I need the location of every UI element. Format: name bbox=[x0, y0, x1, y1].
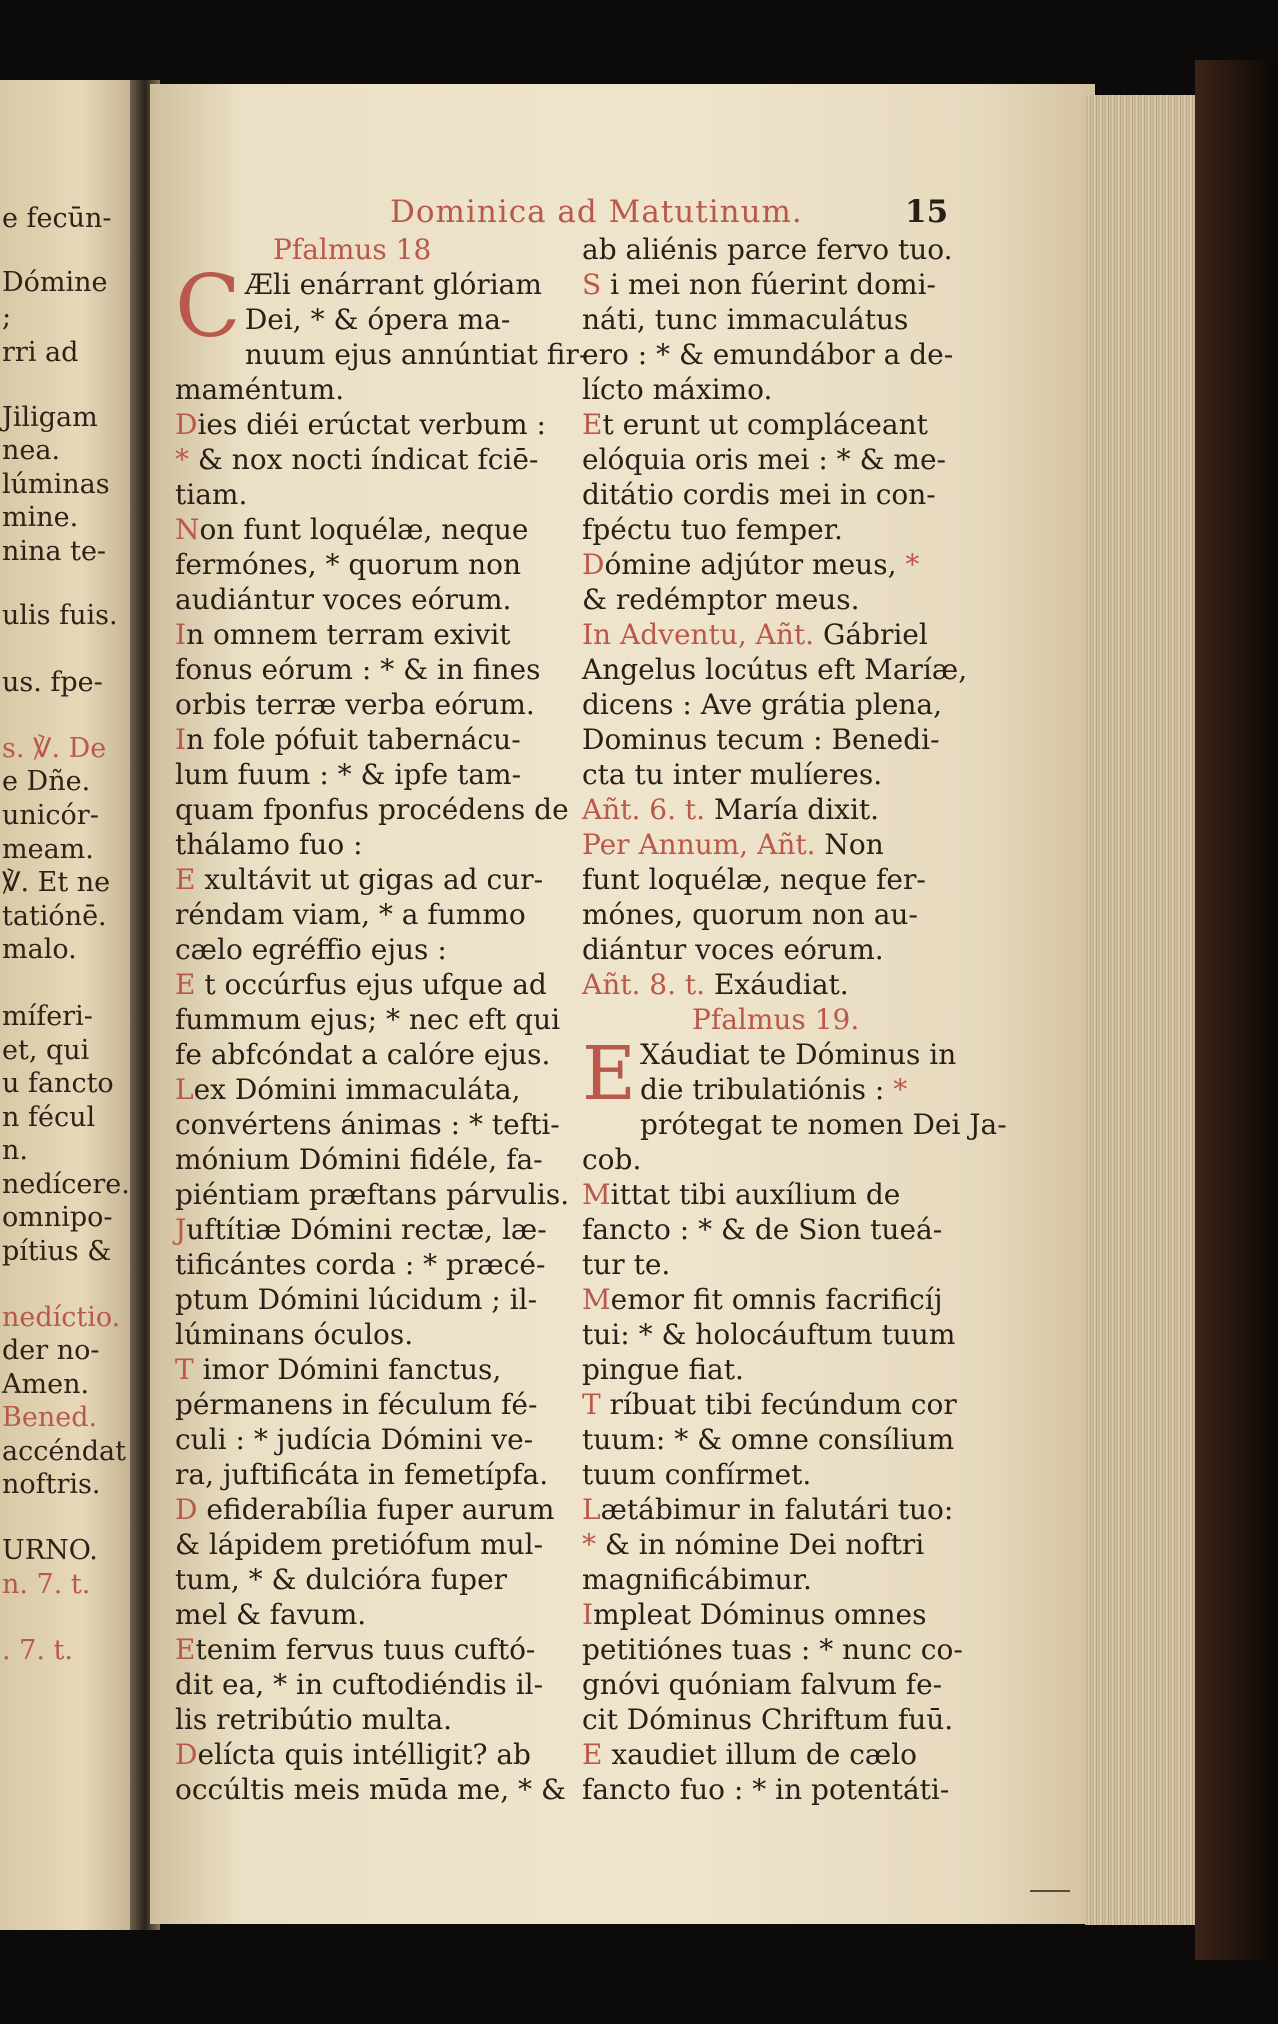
rubric-text: D bbox=[175, 1493, 198, 1526]
line-text: tiam. bbox=[175, 478, 248, 511]
text-line bbox=[582, 302, 1002, 337]
text-line bbox=[582, 582, 1002, 617]
left-page-line: URNO. bbox=[2, 1535, 98, 1566]
line-text: t occúrfus ejus ufque ad bbox=[195, 968, 547, 1001]
line-text: ittat tibi auxílium de bbox=[610, 1178, 901, 1211]
text-line bbox=[582, 1457, 1002, 1492]
text-line bbox=[582, 1422, 1002, 1457]
left-page-line: Bened. bbox=[2, 1402, 98, 1433]
line-text: Angelus locútus eft Maríæ, bbox=[582, 653, 968, 686]
line-text: n omnem terram exivit bbox=[186, 618, 511, 651]
left-page-line: Jiligam bbox=[2, 402, 98, 433]
rubric-text: L bbox=[582, 1493, 601, 1526]
text-line bbox=[175, 442, 570, 477]
line-text: & lápidem pretiófum mul- bbox=[175, 1528, 544, 1561]
line-text: fancto : * & de Sion tueá- bbox=[582, 1213, 943, 1246]
text-line bbox=[175, 897, 570, 932]
line-text: magnificábimur. bbox=[582, 1563, 812, 1596]
text-line bbox=[175, 1457, 570, 1492]
text-line bbox=[175, 1527, 570, 1562]
rubric-text: * bbox=[175, 443, 198, 476]
page-number: 15 bbox=[905, 194, 949, 230]
left-page-line: n. 7. t. bbox=[2, 1569, 91, 1600]
line-text: náti, tunc immaculátus bbox=[582, 303, 909, 336]
text-line bbox=[175, 407, 570, 442]
text-line bbox=[582, 1597, 1002, 1632]
text-line bbox=[175, 1002, 570, 1037]
rubric-text: Pfalmus 18 bbox=[273, 233, 432, 266]
text-line bbox=[175, 1562, 570, 1597]
line-text: lis retribútio multa. bbox=[175, 1703, 453, 1736]
text-line bbox=[175, 232, 570, 267]
rubric-text: D bbox=[175, 408, 198, 441]
line-text: xultávit ut gigas ad cur- bbox=[195, 863, 544, 896]
line-text: tur te. bbox=[582, 1248, 671, 1281]
line-text: Dominus tecum : Benedi- bbox=[582, 723, 940, 756]
text-line bbox=[582, 897, 1002, 932]
text-line bbox=[175, 1667, 570, 1702]
rubric-text: * bbox=[893, 1073, 908, 1106]
text-line bbox=[582, 442, 1002, 477]
rubric-text: M bbox=[582, 1283, 611, 1316]
text-line bbox=[582, 1702, 1002, 1737]
left-page-line: rri ad bbox=[2, 337, 79, 368]
line-text: pérmanens in féculum fé- bbox=[175, 1388, 538, 1421]
rubric-text: T bbox=[175, 1353, 194, 1386]
line-text: Gábriel bbox=[822, 618, 928, 651]
text-line bbox=[175, 792, 570, 827]
line-text: ex Dómini immaculáta, bbox=[193, 1073, 521, 1106]
rubric-text: Per Annum, Añt. bbox=[582, 828, 825, 861]
line-text: María dixit. bbox=[713, 793, 880, 826]
line-text: maméntum. bbox=[175, 373, 345, 406]
line-text: funt loquélæ, neque fer- bbox=[582, 863, 926, 896]
text-line bbox=[582, 1247, 1002, 1282]
line-text: occúltis meis mūda me, * & bbox=[175, 1773, 566, 1806]
text-line bbox=[582, 1072, 1002, 1107]
line-text: audiántur voces eórum. bbox=[175, 583, 512, 616]
rubric-text: E bbox=[582, 408, 603, 441]
line-text: cælo egréffio ejus : bbox=[175, 933, 447, 966]
left-page-line: . 7. t. bbox=[2, 1635, 73, 1666]
text-line bbox=[582, 1492, 1002, 1527]
text-line bbox=[582, 722, 1002, 757]
text-line bbox=[175, 1772, 570, 1807]
text-line bbox=[175, 932, 570, 967]
line-text: piéntiam præftans párvulis. bbox=[175, 1178, 570, 1211]
text-line bbox=[582, 477, 1002, 512]
line-text: fpéctu tuo femper. bbox=[582, 513, 843, 546]
left-page-line: Amen. bbox=[2, 1369, 90, 1400]
text-line bbox=[175, 1107, 570, 1142]
left-page-line: nedíctio. bbox=[2, 1302, 121, 1333]
line-text: imor Dómini fanctus, bbox=[193, 1353, 502, 1386]
left-page-line: s. ℣. De bbox=[2, 733, 107, 764]
text-line bbox=[175, 1352, 570, 1387]
text-line bbox=[582, 267, 1002, 302]
left-page-line: malo. bbox=[2, 934, 77, 965]
line-text: Xáudiat te Dóminus in bbox=[640, 1038, 957, 1071]
drop-cap: C bbox=[175, 257, 241, 357]
left-page-line: us. fpe- bbox=[2, 667, 103, 698]
left-page-line: n. bbox=[2, 1135, 28, 1166]
text-line bbox=[582, 757, 1002, 792]
line-text: emor fit omnis facrificíj bbox=[610, 1283, 943, 1316]
text-line bbox=[175, 477, 570, 512]
text-line bbox=[582, 1632, 1002, 1667]
line-text: ab aliénis parce fervo tuo. bbox=[582, 233, 953, 266]
line-text: fonus eórum : * & in fines bbox=[175, 653, 541, 686]
text-line bbox=[175, 1632, 570, 1667]
line-text: nuum ejus annúntiat fir- bbox=[244, 338, 589, 371]
text-line bbox=[582, 1107, 1007, 1142]
line-text: ero : * & emundábor a de- bbox=[582, 338, 954, 371]
text-line bbox=[175, 1702, 570, 1737]
left-page-line: tatiónē. bbox=[2, 901, 107, 932]
rubric-text: In Adventu, Añt. bbox=[582, 618, 823, 651]
line-text: dicens : Ave grátia plena, bbox=[582, 688, 943, 721]
left-page-line: ulis fuis. bbox=[2, 600, 118, 631]
text-line bbox=[175, 722, 570, 757]
text-line bbox=[175, 1072, 570, 1107]
facing-left-page bbox=[0, 80, 148, 1930]
text-line bbox=[582, 827, 1002, 862]
line-text: cta tu inter mulíeres. bbox=[582, 758, 883, 791]
line-text: fe abfcóndat a calóre ejus. bbox=[175, 1038, 551, 1071]
page-mark bbox=[1030, 1890, 1070, 1900]
line-text: ætábimur in falutári tuo: bbox=[600, 1493, 954, 1526]
line-text: mónium Dómini fidéle, fa- bbox=[175, 1143, 543, 1176]
left-page-line: ; bbox=[2, 302, 12, 333]
text-line bbox=[582, 1212, 1002, 1247]
text-line bbox=[582, 1387, 1002, 1422]
text-line bbox=[582, 1527, 1002, 1562]
line-text: die tribulatiónis : bbox=[640, 1073, 894, 1106]
line-text: ríbuat tibi fecúndum cor bbox=[600, 1388, 957, 1421]
rubric-text: Añt. 6. t. bbox=[582, 793, 714, 826]
line-text: elícta quis intélligit? ab bbox=[197, 1738, 531, 1771]
left-page-line: e fecūn- bbox=[2, 203, 112, 234]
text-line bbox=[582, 547, 1002, 582]
line-text: Non bbox=[824, 828, 884, 861]
line-text: on funt loquélæ, neque bbox=[199, 513, 529, 546]
text-line bbox=[582, 1352, 1002, 1387]
left-page-line: e Dñe. bbox=[2, 766, 91, 797]
rubric-text: M bbox=[582, 1178, 611, 1211]
text-line bbox=[582, 1177, 1002, 1212]
line-text: Dei, * & ópera ma- bbox=[244, 303, 511, 336]
line-text: & redémptor meus. bbox=[582, 583, 860, 616]
line-text: tificántes corda : * præcé- bbox=[175, 1248, 546, 1281]
text-line bbox=[175, 967, 570, 1002]
rubric-text: D bbox=[175, 1738, 198, 1771]
running-header bbox=[0, 192, 1278, 232]
line-text: n fole pófuit tabernácu- bbox=[186, 723, 521, 756]
rubric-text: I bbox=[175, 618, 187, 651]
line-text: tuum: * & omne consílium bbox=[582, 1423, 955, 1456]
text-line bbox=[175, 372, 570, 407]
text-line bbox=[175, 687, 570, 722]
line-text: ra, juftificáta in femetípfa. bbox=[175, 1458, 549, 1491]
line-text: tui: * & holocáuftum tuum bbox=[582, 1318, 956, 1351]
text-line bbox=[582, 407, 1002, 442]
text-line bbox=[175, 1247, 570, 1282]
line-text: ditátio cordis mei in con- bbox=[582, 478, 936, 511]
rubric-text: Pfalmus 19. bbox=[692, 1003, 860, 1036]
line-text: réndam viam, * a fummo bbox=[175, 898, 526, 931]
text-line bbox=[175, 1212, 570, 1247]
line-text: gnóvi quóniam falvum fe- bbox=[582, 1668, 943, 1701]
line-text: dit ea, * in cuftodiéndis il- bbox=[175, 1668, 544, 1701]
text-line bbox=[582, 1562, 1002, 1597]
left-page-line: nea. bbox=[2, 435, 61, 466]
rubric-text: I bbox=[175, 723, 187, 756]
text-line bbox=[175, 512, 570, 547]
line-text: i mei non fúerint domi- bbox=[601, 268, 936, 301]
left-page-line: unicór- bbox=[2, 800, 99, 831]
left-page-line: mine. bbox=[2, 502, 79, 533]
left-page-line: lúminas bbox=[2, 469, 110, 500]
text-line bbox=[582, 1667, 1002, 1702]
left-page-line: nina te- bbox=[2, 536, 107, 567]
line-text: fancto fuo : * in potentáti- bbox=[582, 1773, 950, 1806]
rubric-text: E bbox=[175, 968, 196, 1001]
text-line bbox=[175, 1177, 570, 1212]
text-line bbox=[582, 932, 1002, 967]
line-text: tum, * & dulcióra fuper bbox=[175, 1563, 508, 1596]
text-line bbox=[582, 337, 1002, 372]
text-line bbox=[175, 1387, 570, 1422]
text-line bbox=[175, 1317, 570, 1352]
left-text-column bbox=[175, 232, 589, 1807]
line-text: lúminans óculos. bbox=[175, 1318, 414, 1351]
rubric-text: E bbox=[175, 1633, 196, 1666]
left-page-line: n fécul bbox=[2, 1102, 96, 1133]
line-text: ptum Dómini lúcidum ; il- bbox=[175, 1283, 538, 1316]
text-line bbox=[582, 512, 1002, 547]
text-line bbox=[582, 1142, 1002, 1177]
line-text: cob. bbox=[582, 1143, 642, 1176]
line-text: cit Dóminus Chriftum fuū. bbox=[582, 1703, 954, 1736]
text-line bbox=[175, 1492, 570, 1527]
rubric-text: T bbox=[582, 1388, 601, 1421]
text-line bbox=[175, 1422, 570, 1457]
rubric-text: I bbox=[582, 1598, 594, 1631]
left-page-line: u fancto bbox=[2, 1068, 114, 1099]
book-cover-edge bbox=[1195, 60, 1278, 1960]
line-text: lum fuum : * & ipfe tam- bbox=[175, 758, 522, 791]
text-line bbox=[175, 1282, 570, 1317]
text-line bbox=[582, 1772, 1002, 1807]
rubric-text: D bbox=[582, 548, 605, 581]
rubric-text: * bbox=[905, 548, 920, 581]
text-line bbox=[175, 757, 570, 792]
line-text: diántur voces eórum. bbox=[582, 933, 884, 966]
text-line bbox=[175, 827, 570, 862]
text-line bbox=[582, 792, 1002, 827]
right-text-column bbox=[582, 232, 1007, 1807]
line-text: ómine adjútor meus, bbox=[604, 548, 906, 581]
left-page-line: meam. bbox=[2, 834, 94, 865]
text-line bbox=[582, 862, 1002, 897]
text-line bbox=[175, 1737, 570, 1772]
line-text: lícto máximo. bbox=[582, 373, 773, 406]
text-line bbox=[175, 547, 570, 582]
line-text: fermónes, * quorum non bbox=[175, 548, 522, 581]
line-text: mel & favum. bbox=[175, 1598, 367, 1631]
header-title: Dominica ad Matutinum. bbox=[390, 194, 803, 230]
text-line bbox=[175, 582, 570, 617]
line-text: mpleat Dóminus omnes bbox=[593, 1598, 927, 1631]
rubric-text: S bbox=[582, 268, 602, 301]
rubric-text: E bbox=[175, 863, 196, 896]
text-line bbox=[582, 1037, 1002, 1072]
text-line bbox=[175, 1142, 570, 1177]
line-text: quam fponfus procédens de bbox=[175, 793, 569, 826]
line-text: thálamo fuo : bbox=[175, 828, 363, 861]
left-page-line: noftris. bbox=[2, 1469, 101, 1500]
line-text: orbis terræ verba eórum. bbox=[175, 688, 535, 721]
text-line bbox=[582, 1737, 1002, 1772]
left-page-line: omnipo- bbox=[2, 1202, 113, 1233]
rubric-text: E bbox=[582, 1738, 603, 1771]
line-text: Exáudiat. bbox=[713, 968, 849, 1001]
page-edges bbox=[1085, 95, 1195, 1925]
line-text: t erunt ut compláceant bbox=[602, 408, 928, 441]
text-line bbox=[175, 1037, 570, 1072]
text-line bbox=[175, 1597, 570, 1632]
left-page-line: pítius & bbox=[2, 1236, 112, 1267]
text-line bbox=[582, 1002, 1002, 1037]
line-text: prótegat te nomen Dei Ja- bbox=[640, 1108, 1007, 1141]
rubric-text: N bbox=[175, 513, 200, 546]
line-text: tuum confírmet. bbox=[582, 1458, 812, 1491]
left-page-line: míferi- bbox=[2, 1001, 93, 1032]
line-text: tenim fervus tuus cuftó- bbox=[195, 1633, 536, 1666]
text-line bbox=[175, 652, 570, 687]
left-page-line: ℣. Et ne bbox=[2, 867, 111, 898]
rubric-text: L bbox=[175, 1073, 194, 1106]
text-line bbox=[175, 617, 570, 652]
text-line bbox=[582, 372, 1002, 407]
text-line bbox=[582, 652, 1002, 687]
line-text: efiderabília fuper aurum bbox=[197, 1493, 555, 1526]
text-line bbox=[582, 232, 1002, 267]
rubric-text: J bbox=[175, 1213, 187, 1246]
line-text: uftítiæ Dómini rectæ, læ- bbox=[186, 1213, 547, 1246]
line-text: convértens ánimas : * tefti- bbox=[175, 1108, 560, 1141]
left-page-line: der no- bbox=[2, 1335, 100, 1366]
drop-cap: E bbox=[582, 1031, 637, 1117]
left-page-line: Dómine bbox=[2, 267, 108, 298]
text-line bbox=[582, 687, 1002, 722]
line-text: & nox nocti índicat fciē- bbox=[197, 443, 539, 476]
text-line bbox=[582, 1282, 1002, 1317]
rubric-text: Añt. 8. t. bbox=[582, 968, 714, 1001]
line-text: pingue fiat. bbox=[582, 1353, 744, 1386]
line-text: elóquia oris mei : * & me- bbox=[582, 443, 946, 476]
text-line bbox=[582, 967, 1002, 1002]
line-text: petitiónes tuas : * nunc co- bbox=[582, 1633, 963, 1666]
line-text: xaudiet illum de cælo bbox=[602, 1738, 918, 1771]
line-text: Æli enárrant glóriam bbox=[244, 268, 542, 301]
text-line bbox=[582, 617, 1002, 652]
text-line bbox=[175, 862, 570, 897]
line-text: ies diéi erúctat verbum : bbox=[197, 408, 546, 441]
left-page-line: nedícere. bbox=[2, 1169, 130, 1200]
line-text: & in nómine Dei noftri bbox=[604, 1528, 925, 1561]
left-page-line: et, qui bbox=[2, 1035, 90, 1066]
left-page-line: accéndat bbox=[2, 1436, 126, 1467]
line-text: culi : * judícia Dómini ve- bbox=[175, 1423, 534, 1456]
text-line bbox=[582, 1317, 1002, 1352]
line-text: fummum ejus; * nec eft qui bbox=[175, 1003, 561, 1036]
line-text: mónes, quorum non au- bbox=[582, 898, 918, 931]
rubric-text: * bbox=[582, 1528, 605, 1561]
